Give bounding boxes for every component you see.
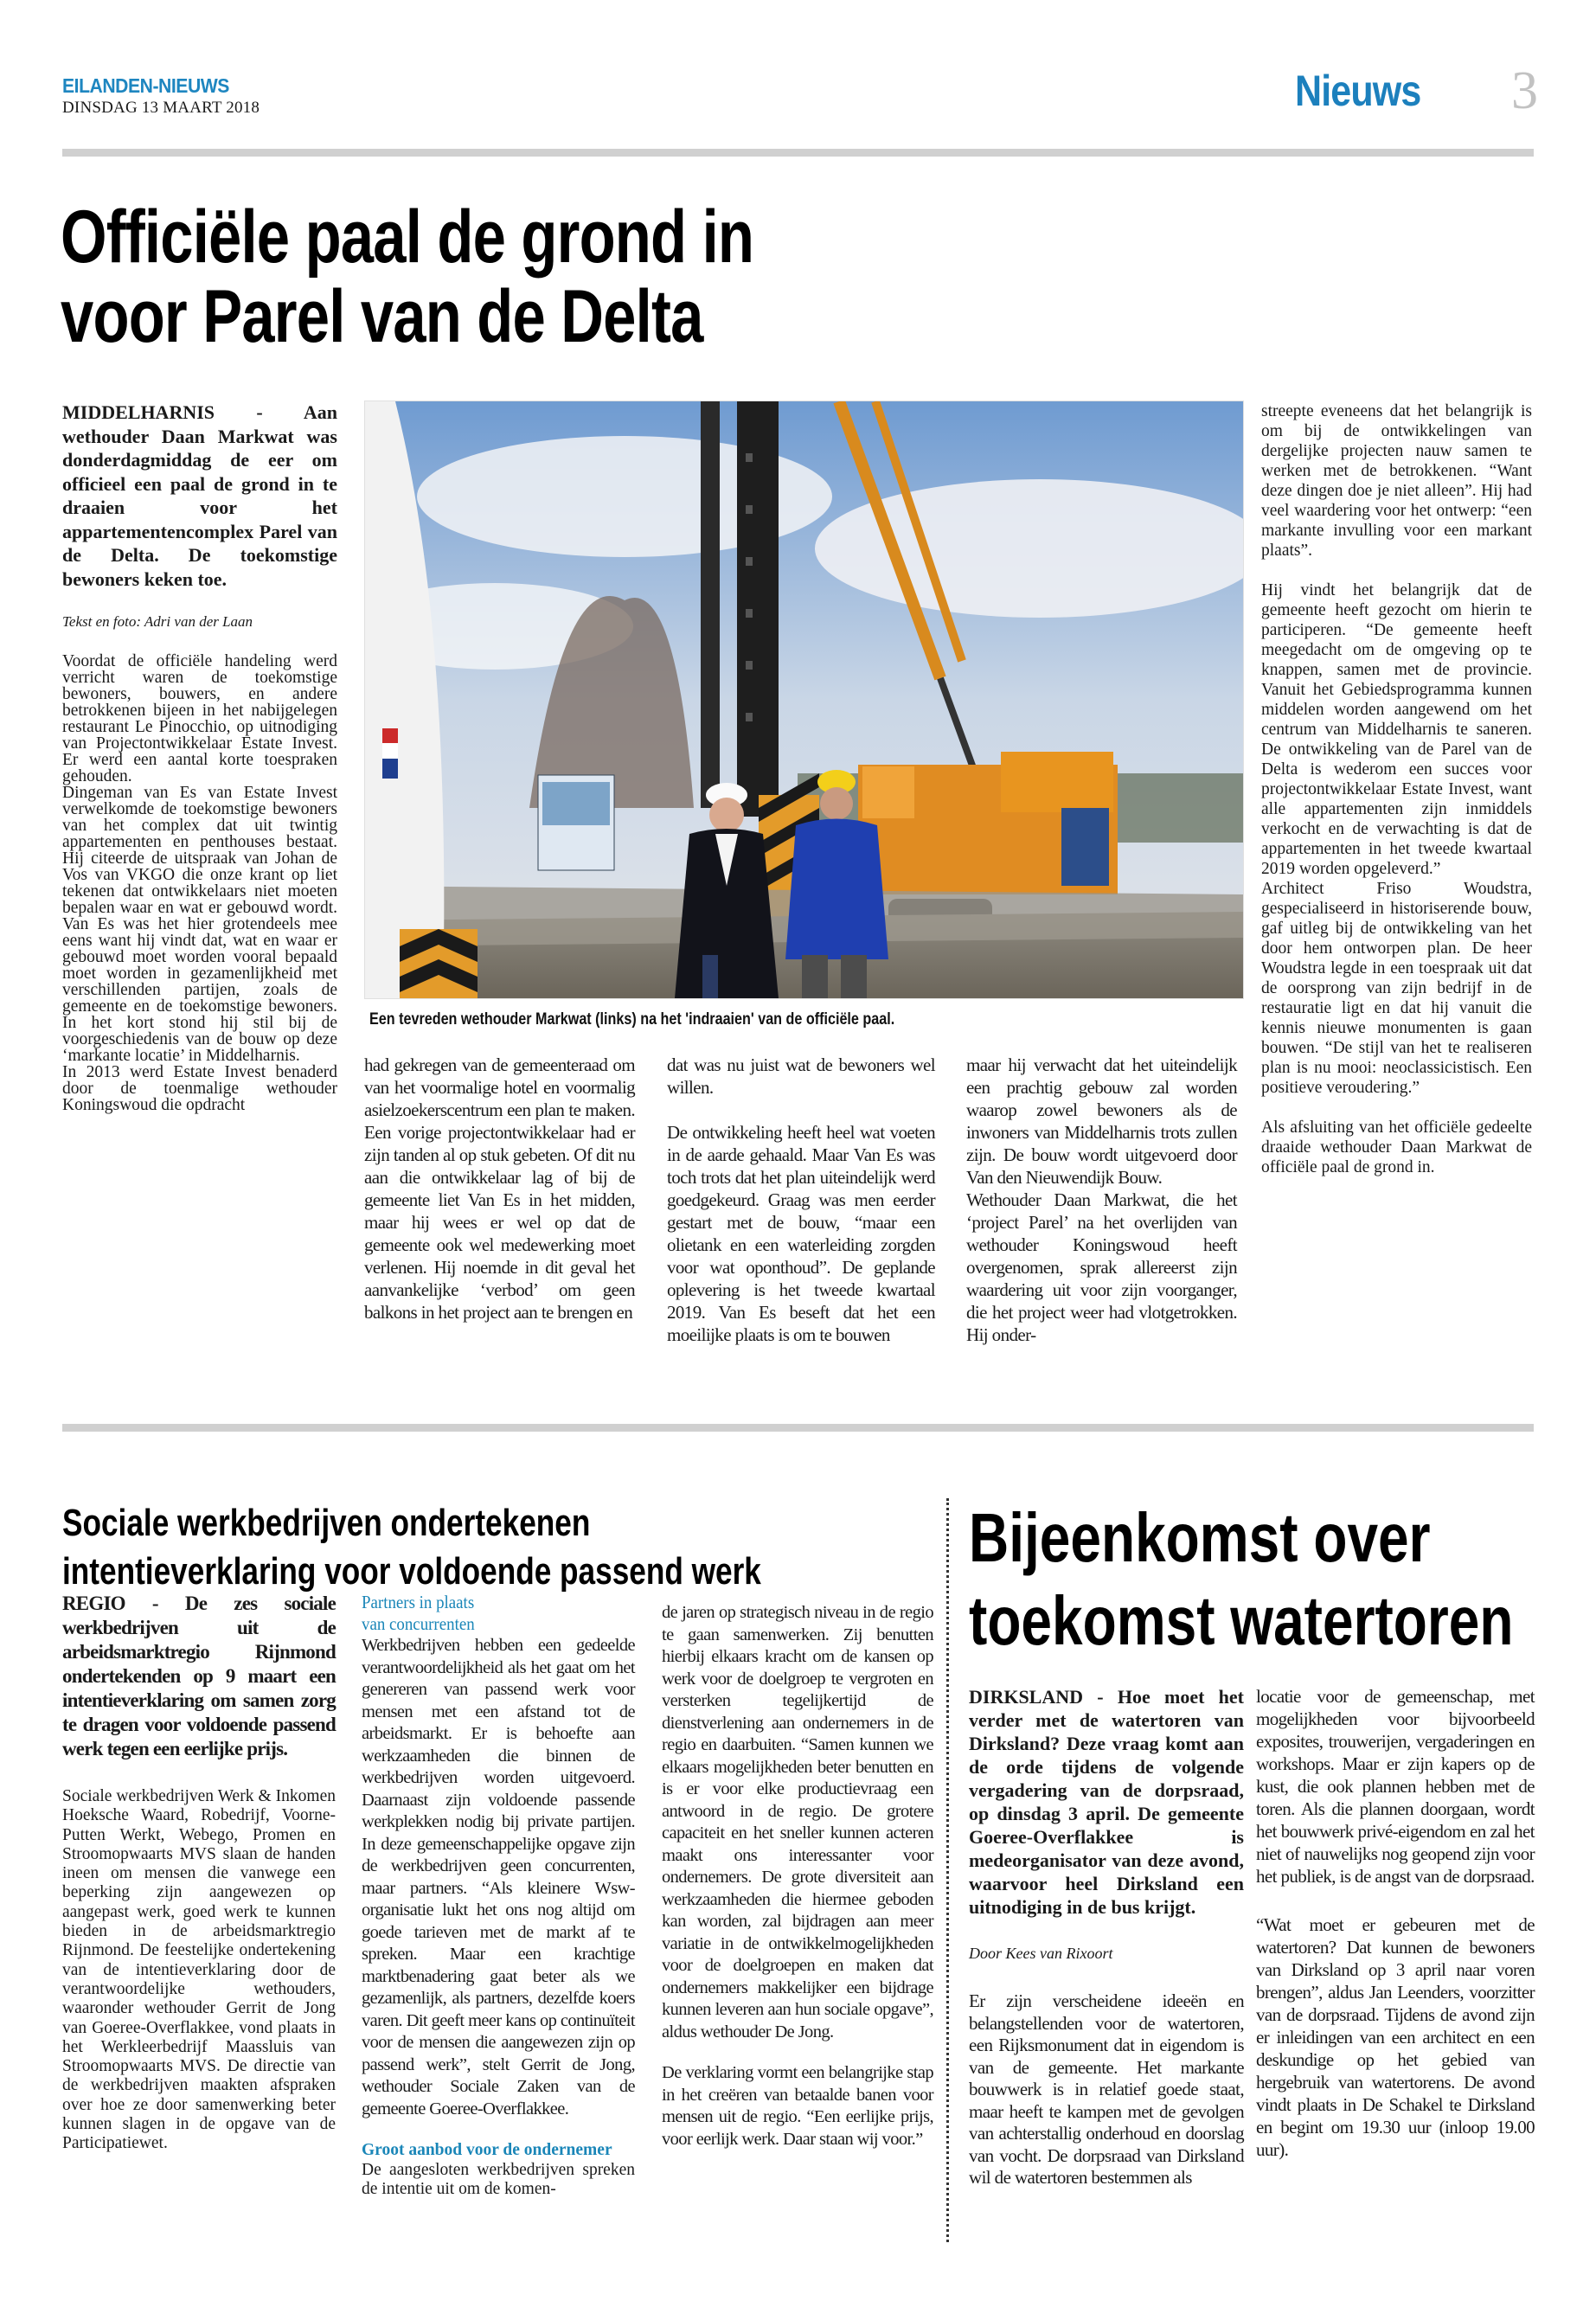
subhead: Groot aanbod voor de ondernemer [362,2141,612,2159]
article1-col1 [62,401,337,1113]
photo-caption: Een tevreden wethouder Markwat (links) na het 'indraaien' van de officiële paal. [369,1010,895,1029]
article1-col5 [1261,401,1532,1177]
article1-col2 [364,1054,635,1324]
paragraph: De ontwikkeling heeft heel wat voeten in de aarde gehaald. Maar Van Es was toch trots dat het plan uiteindelijk werd goedgekeurd. Graag was men eerder gestart met de bouw, “maar een olietank en een waterleiding zorgden voor wat oponthoud”. De geplande oplevering is het tweede kwartaal 2019. Van Es beseft dat het een moeilijke plaats is om te bouwen [667,1122,935,1345]
paragraph: maar hij verwacht dat het uiteindelijk een prachtig gebouw zal worden waarop zowel bewoners als de inwoners van Middelharnis trots zullen zijn. De bouw wordt uitgevoerd door Van den Nieuwendijk Bouw. [966,1054,1237,1188]
article3-col2 [1256,1685,1535,2161]
article3-byline: Door Kees van Rixoort [969,1945,1113,1962]
issue-date: DINSDAG 13 MAART 2018 [62,99,260,117]
headline-line: Officiële paal de grond in [61,195,754,279]
article1-byline: Tekst en foto: Adri van der Laan [62,613,253,630]
paragraph: De verklaring vormt een belangrijke stap in het creëren van betaalde banen voor mensen uit de regio. “Een eerlijke prijs, voor eerlijk werk. Daar staan wij voor.” [662,2063,933,2149]
article2-col1 [62,1592,336,2154]
construction-site-photo [365,401,1243,998]
article2-lead: REGIO - De zes sociale werkbedrijven uit de arbeidsmarktregio Rijnmond ondertekenden op 9 maart een intentieverklaring om samen zorg te dragen voor voldoende passend werk tegen een eerlijke prijs. [62,1593,336,1759]
paragraph: In 2013 werd Estate Invest benaderd door de toenmalige wethouder Koningswoud die opdracht [62,1063,337,1114]
paragraph: Er zijn verscheidene ideeën en belangstellenden voor de watertoren, een Rijksmonument dat in eigendom is van de gemeente. Het markante bouwwerk is in relatief goede staat, maar heeft te kampen met de gevolgen van achterstallig onderhoud en doorslag van vocht. De dorpsraad van Dirksland wil de watertoren bestemmen als [969,1990,1244,2188]
paragraph: Sociale werkbedrijven Werk & Inkomen Hoeksche Waard, Robedrijf, Voorne-Putten Werkt, Webego, Promen en Stroomopwaarts MVS slaan de handen ineen om mensen die vanwege een beperking zijn aangewezen op aangepast werk, goed werk te kunnen bieden in de arbeidsmarktregio Rijnmond. De feestelijke ondertekening van de intentieverklaring door de verantwoordelijke wethouders, waaronder wethouder Gerrit de Jong van Goeree-Overflakkee, vond plaats in het Werkleerbedrijf Maassluis van Stroomopwaarts MVS. De directie van de werkbedrijven maakten afspraken over hoe ze door samenwerking beter kunnen slagen in de opgave van de Participatiewet. [62,1787,336,2153]
article1-lead: MIDDELHARNIS - Aan wethouder Daan Markwat was donderdagmiddag de eer om officieel een paal de grond in te draaien voor het appartementencomplex Parel van de Delta. De toekomstige bewoners keken toe. [62,401,337,590]
column-separator [946,1498,949,2242]
newspaper-logo: EILANDEN-NIEUWS [62,74,229,97]
header-rule [62,149,1534,157]
article2-headline [62,1499,962,1596]
article3-col1 [969,1685,1244,2189]
paragraph: had gekregen van de gemeenteraad om van het voormalige hotel en voormalig asielzoekerscentrum een plan te maken. Een vorige projectontwikkelaar had er zijn tanden al op stuk gebeten. Of dit nu aan die ontwikkelaar lag of bij de gemeente liet Van Es in het midden, maar hij wees er wel op dat de gemeente ook wel medewerking moet verlenen. Hij noemde in dit geval het aanvankelijke ‘verbod’ om geen balkons in het project aan te brengen en [364,1054,635,1323]
article1-headline [61,197,822,356]
paragraph: Wethouder Daan Markwat, die het ‘project Parel’ na het overlijden van wethouder Koningswoud heeft overgenomen, sprak allereerst zijn waardering uit voor zijn voorganger, die het project weer had vlotgetrokken. Hij onder- [966,1189,1237,1345]
paragraph: Als afsluiting van het officiële gedeelte draaide wethouder Daan Markwat de officiële paal de grond in. [1261,1118,1532,1176]
section-title: Nieuws [1295,67,1421,115]
headline-line: Sociale werkbedrijven ondertekenen [62,1502,591,1544]
paragraph: Voordat de officiële handeling werd verricht waren de toekomstige bewoners, bouwers, en andere betrokkenen bijeen in het nabijgelegen restaurant Le Pinocchio, op uitnodiging van Projectontwikkelaar Estate Invest. Er werd een aantal korte toespraken gehouden. [62,652,337,785]
article1-col4 [966,1054,1237,1346]
paragraph: dat was nu juist wat de bewoners wel willen. [667,1054,935,1098]
article2-col2 [362,1592,635,2199]
article1-photo [364,401,1244,999]
paragraph: de jaren op strategisch niveau in de regio te gaan samenwerken. Zij benutten hierbij elkaars kracht om de kansen op werk voor de doelgroep te vergroten en versterken tegelijkertijd de dienstverlening aan ondernemers in de regio en daarbuiten. “Samen kunnen we elkaars mogelijkheden beter benutten en is er voor elke productievraag een antwoord in de regio. De grotere capaciteit en het sneller kunnen acteren maakt ons interessanter voor ondernemers. De grote diversiteit aan werkzaamheden die hiermee geboden kan worden, zal bijdragen aan meer variatie in de ontwikkelmogelijkheden voor de doelgroepen en maken dat ondernemers makkelijker een bijdrage kunnen leveren aan hun sociale opgave”, aldus wethouder De Jong. [662,1603,933,2041]
headline-line: voor Parel van de Delta [61,275,703,358]
headline-line: toekomst watertoren [969,1582,1514,1659]
paragraph: Architect Friso Woudstra, gespecialiseerd in historiserende bouw, gaf uitleg bij de ontwikkeling van het door hem ontworpen plan. De heer Woudstra legde in een toespraak uit dat de oorsprong van zijn bedrijf in de restauratie ligt en dat hij vanuit die kennis nieuwe monumenten is gaan bouwen. “De stijl van het te realiseren plan is nu mooi: neoclassicistisch. Een positieve veroudering.” [1261,880,1532,1097]
page-number: 3 [1511,61,1538,120]
article1-col3 [667,1054,935,1346]
paragraph: De aangesloten werkbedrijven spreken de intentie uit om de komen- [362,2161,635,2198]
paragraph: Dingeman van Es van Estate Invest verwelkomde de toekomstige bewoners van het complex dat uit twintig appartementen en penthouses bestaat. Hij citeerde de uitspraak van Johan de Vos van VKGO die onze krant op liet tekenen dat ontwikkelaars niet moeten bepalen waar en wat er gebouwd wordt. Van Es was het hier grotendeels mee eens want hij vindt dat, wat en waar er gebouwd moet worden vooral bepaald moet worden in gezamenlijkheid met verschillenden partijen, zoals de gemeente en de toekomstige bewoners. In het kort stond hij stil bij de voorgeschiedenis van de bouw op deze ‘markante locatie’ in Middelharnis. [62,784,337,1065]
article2-col3 [662,1602,933,2150]
headline-line: Bijeenkomst over [969,1499,1431,1576]
article3-headline [969,1497,1592,1663]
paragraph: locatie voor de gemeenschap, met mogelijkheden voor bijvoorbeeld exposites, trouwerijen, vergaderingen en workshops. Maar er zijn kapers op de kust, die ook plannen hebben met de toren. Als die plannen doorgaan, wordt het bouwwerk privé-eigendom en zal het niet of nauwelijks nog geopend zijn voor het publiek, is de angst van de dorpsraad. [1256,1686,1535,1887]
subhead: van concurrenten [362,1613,475,1634]
paragraph: streepte eveneens dat het belangrijk is om bij de ontwikkelingen van dergelijke projecten nauw samen te werken met de betrokkenen. “Want deze dingen doe je niet alleen”. Hij had veel waardering voor het ontwerp: “een markante invulling voor een markant plaats”. [1261,402,1532,560]
headline-line: intentieverklaring voor voldoende passend werk [62,1550,761,1593]
paragraph: Hij vindt het belangrijk dat de gemeente heeft gezocht om hierin te participeren. “De gemeente heeft meegedacht om de omgeving op te knappen, samen met de provincie. Vanuit het Gebiedsprogramma kunnen middelen worden aangewend om het centrum van Middelharnis te saneren. De ontwikkeling van de Parel van de Delta is wederom een succes voor projectontwikkelaar Estate Invest, want alle appartementen zijn inmiddels verkocht en de verwachting is dat de appartementen in het tweede kwartaal 2019 worden opgeleverd.” [1261,581,1532,878]
paragraph: Werkbedrijven hebben een gedeelde verantwoordelijkheid als het gaat om het genereren van passend werk voor mensen met een afstand tot de arbeidsmarkt. Er is behoefte aan werkzaamheden die binnen de werkbedrijven worden uitgevoerd. Daarnaast zijn voldoende passende werkplekken nodig bij private partijen. In deze gemeenschappelijke opgave zijn de werkbedrijven geen concurrenten, maar partners. “Als kleinere Wsw-organisatie lukt het ons nog altijd om goede tarieven met de markt af te spreken. Maar een krachtige marktbenadering gaat beter als we gezamenlijk, als partners, dezelfde koers varen. Dit geeft meer kans op continuïteit voor de mensen die aangewezen zijn op passend werk”, stelt Gerrit de Jong, wethouder Sociale Zaken van de gemeente Goeree-Overflakkee. [362,1636,635,2118]
article3-lead: DIRKSLAND - Hoe moet het verder met de watertoren van Dirksland? Deze vraag komt aan de orde tijdens de volgende vergadering van de dorpsraad, op dinsdag 3 april. De gemeente Goeree-Overflakkee is medeorganisator van deze avond, waarvoor heel Dirksland een uitnodiging in de bus krijgt. [969,1686,1244,1918]
subhead: Partners in plaats [362,1592,475,1612]
section-divider [62,1424,1534,1432]
paragraph: “Wat moet er gebeuren met de watertoren? Dat kunnen de bewoners van Dirksland op 3 april naar voren brengen”, aldus Jan Leenders, voorzitter van de dorpsraad. Tijdens de avond zijn er inleidingen van een architect en een deskundige op het gebied van hergebruik van watertorens. De avond vindt plaats in De Schakel te Dirksland en begint om 19.30 uur (inloop 19.00 uur). [1256,1914,1535,2160]
